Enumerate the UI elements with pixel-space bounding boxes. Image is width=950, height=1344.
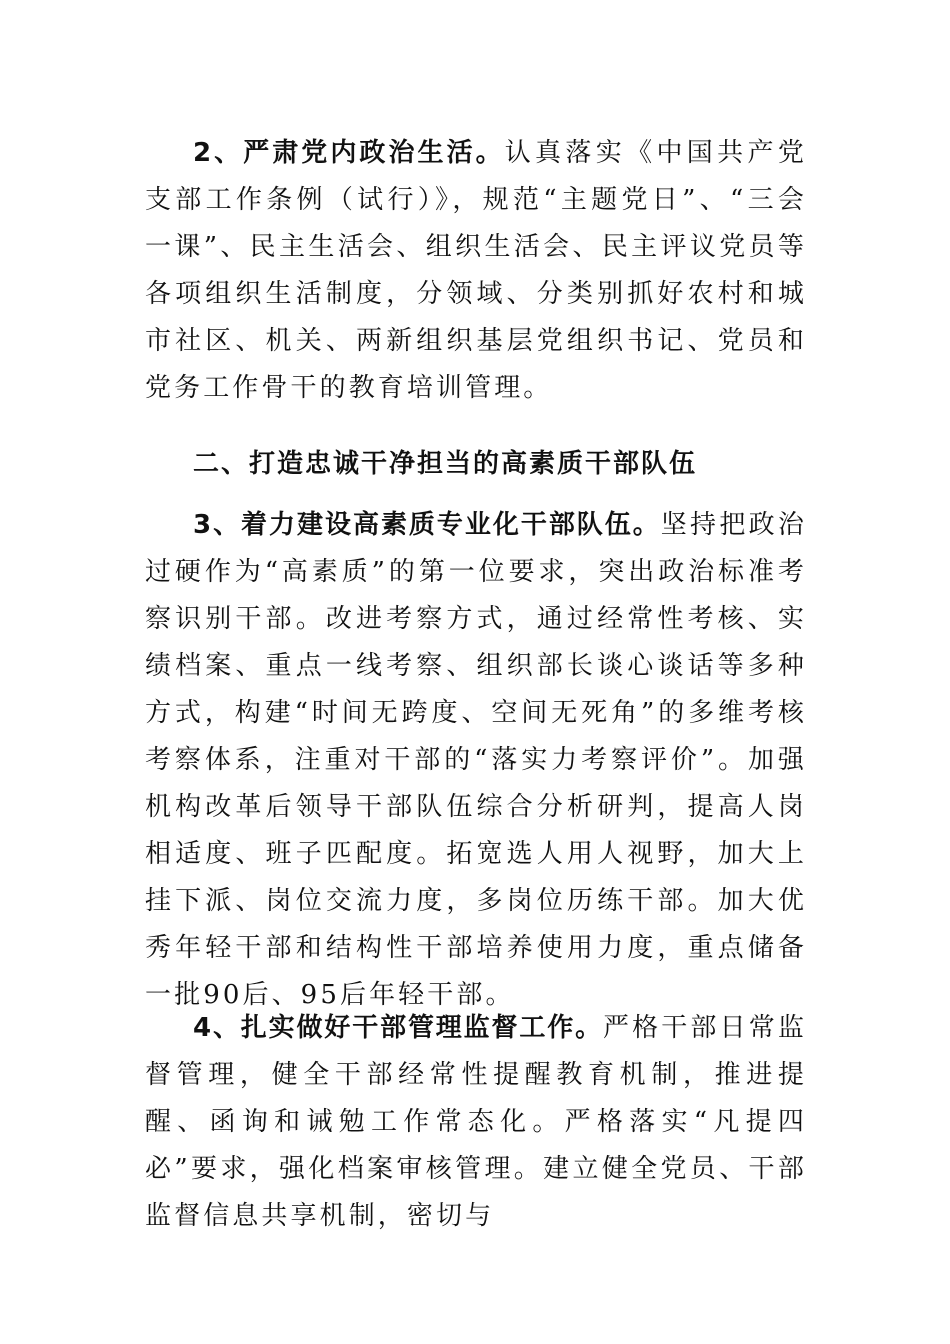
paragraph-2-body: 认真落实《中国共产党支部工作条例（试行）》，规范“主题党日”、“三会一课”、民主生活会、组织生活会、民主评议党员等各项组织生活制度，分领域、分类别抓好农村和城市社区、机关、两新组织基层党组织书记、党员和党务工作骨干的教育培训管理。 (145, 138, 807, 403)
paragraph-2-lead: 2、严肃党内政治生活。 (193, 138, 505, 168)
paragraph-4-lead: 4、扎实做好干部管理监督工作。 (193, 1013, 603, 1043)
paragraph-3 (145, 502, 807, 1019)
paragraph-4-body: 严格干部日常监督管理，健全干部经常性提醒教育机制，推进提醒、函询和诫勉工作常态化。严格落实“凡提四必”要求，强化档案审核管理。建立健全党员、干部监督信息共享机制，密切与 (145, 1013, 807, 1231)
paragraph-3-body: 坚持把政治过硬作为“高素质”的第一位要求，突出政治标准考察识别干部。改进考察方式，通过经常性考核、实绩档案、重点一线考察、组织部长谈心谈话等多种方式，构建“时间无跨度、空间无死角”的多维考核考察体系，注重对干部的“落实力考察评价”。加强机构改革后领导干部队伍综合分析研判，提高人岗相适度、班子匹配度。拓宽选人用人视野，加大上挂下派、岗位交流力度，多岗位历练干部。加大优秀年轻干部和结构性干部培养使用力度，重点储备一批90后、95后年轻干部。 (145, 510, 807, 1010)
paragraph-3-lead: 3、着力建设高素质专业化干部队伍。 (193, 510, 661, 540)
paragraph-4 (145, 1005, 807, 1240)
section-heading: 二、打造忠诚干净担当的高素质干部队伍 (193, 449, 698, 479)
paragraph-2 (145, 130, 807, 412)
